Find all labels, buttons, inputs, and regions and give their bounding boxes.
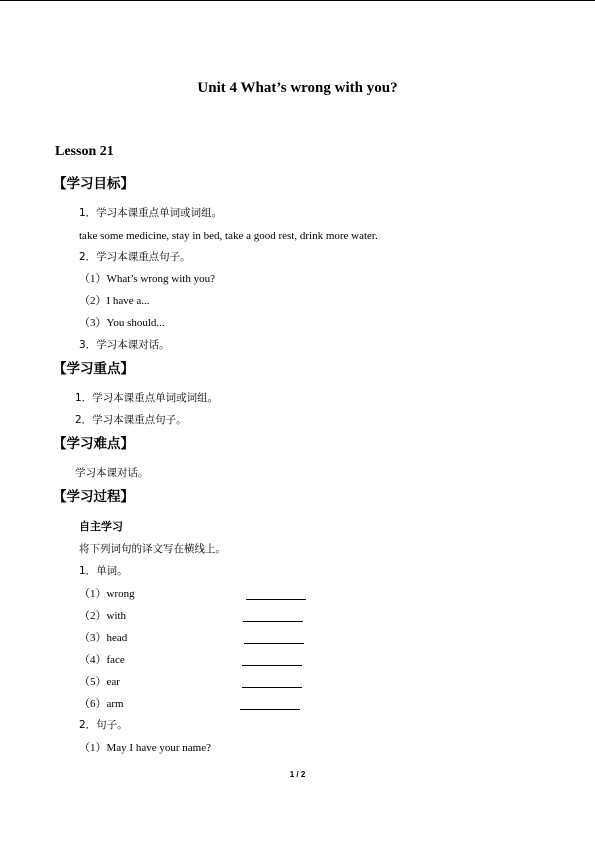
goal-item-2: 2．学习本课重点句子。 [79, 251, 191, 263]
key-item-2: 2．学习本课重点句子。 [75, 414, 187, 426]
answer-blank-1 [246, 599, 306, 600]
self-study-heading: 自主学习 [79, 520, 123, 533]
answer-blank-3 [244, 643, 304, 644]
page-title: Unit 4 What’s wrong with you? [197, 80, 398, 96]
word-item-6: （6）arm [79, 698, 124, 710]
word-item-3: （3）head [79, 632, 128, 644]
section-heading-process: 【学习过程】 [53, 489, 134, 505]
goal-item-1: 1．学习本课重点单词或词组。 [79, 207, 223, 219]
words-heading: 1．单词。 [79, 565, 128, 577]
goal-sentence-2: （2）I have a... [79, 295, 150, 307]
page-number: 1 / 2 [289, 770, 306, 779]
answer-blank-2 [243, 621, 303, 622]
key-item-1: 1．学习本课重点单词或词组。 [75, 392, 219, 404]
sentence-item-1: （1）May I have your name? [79, 742, 211, 754]
section-heading-key: 【学习重点】 [53, 361, 134, 377]
goal-item-1-text: take some medicine, stay in bed, take a good rest, drink more water. [79, 230, 378, 242]
goal-sentence-3: （3）You should... [79, 317, 165, 329]
difficult-item-1: 学习本课对话。 [75, 467, 149, 479]
sentences-heading: 2．句子。 [79, 719, 128, 731]
word-item-1: （1）wrong [79, 588, 135, 600]
section-heading-difficult: 【学习难点】 [53, 436, 134, 452]
page-top-border [0, 0, 595, 1]
answer-blank-4 [242, 665, 302, 666]
word-item-5: （5）ear [79, 676, 120, 688]
section-heading-goals: 【学习目标】 [53, 176, 134, 192]
word-item-4: （4）face [79, 654, 125, 666]
word-item-2: （2）with [79, 610, 127, 622]
instruction-text: 将下列词句的译文写在横线上。 [79, 543, 226, 555]
answer-blank-5 [242, 687, 302, 688]
goal-item-3: 3．学习本课对话。 [79, 339, 170, 351]
goal-sentence-1: （1）What’s wrong with you? [79, 273, 215, 285]
lesson-heading: Lesson 21 [55, 144, 114, 159]
answer-blank-6 [240, 709, 300, 710]
